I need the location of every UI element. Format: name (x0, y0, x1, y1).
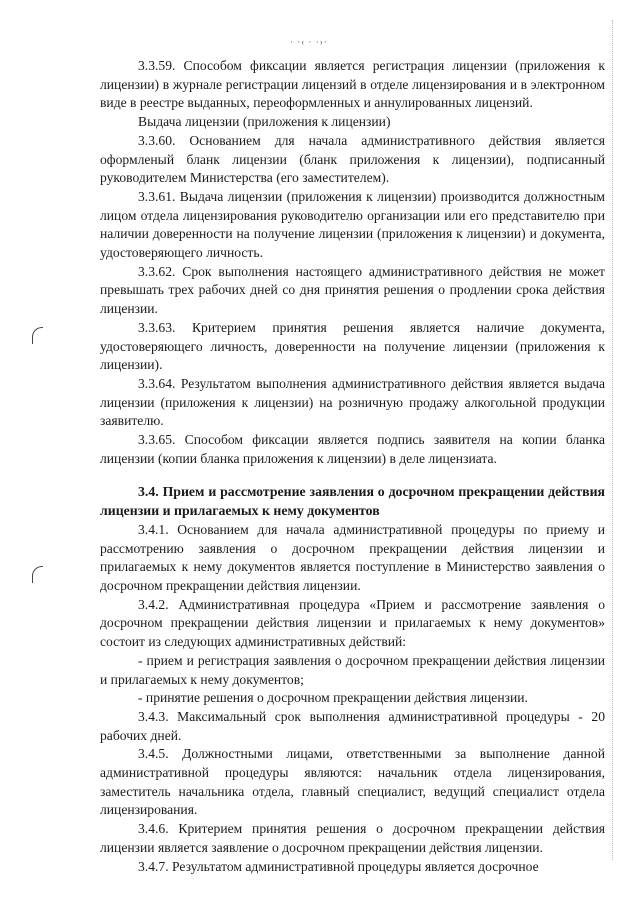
paragraph-3-4-6: 3.4.6. Критерием принятия решения о досрочном прекращении действия лицензии является заявление о досрочном прекращении действия лицензии. (100, 821, 605, 855)
paragraph-3-4-3: 3.4.3. Максимальный срок выполнения административной процедуры - 20 рабочих дней. (100, 708, 605, 743)
punch-hole-mark (32, 327, 43, 344)
subheading-license-issuance: Выдача лицензии (приложения к лицензии) (138, 114, 391, 130)
paragraph-3-4-1: 3.4.1. Основанием для начала административной процедуры по приему и рассмотрению заявления о досрочном прекращении действия лицензии и прилагаемых к нему документов является поступление в Министерство заявления о досрочном прекращении действия лицензии. (100, 521, 605, 593)
paragraph-3-3-63: 3.3.63. Критерием принятия решения является наличие документа, удостоверяющего личность, доверенности на получение лицензии (приложения к лицензии). (100, 319, 605, 373)
list-item-reception: - прием и регистрация заявления о досрочном прекращении действия лицензии и прилагаемых к нему документов; (100, 652, 605, 687)
document-body (100, 57, 605, 876)
paragraph-3-4-7: 3.4.7. Результатом административной процедуры является досрочное (138, 858, 539, 874)
paragraph-3-3-62: 3.3.62. Срок выполнения настоящего административного действия не может превышать трех рабочих дней со дня принятия решения о продлении срока действия лицензии. (100, 263, 605, 317)
paragraph-3-3-65: 3.3.65. Способом фиксации является подпись заявителя на копии бланка лицензии (копии бланка приложения к лицензии) в деле лицензиата. (100, 432, 605, 466)
scan-edge-line (612, 20, 613, 860)
paragraph-3-4-2: 3.4.2. Административная процедура «Прием и рассмотрение заявления о досрочном прекращении действия лицензии и прилагаемых к нему документов» состоит из следующих административных действий: (100, 596, 605, 650)
paragraph-3-3-60: 3.3.60. Основанием для начала административного действия является оформленый бланк лицензии (бланк приложения к лицензии), подписанный руководителем Министерства (его заместителем). (100, 132, 605, 186)
paragraph-3-3-59: 3.3.59. Способом фиксации является регистрация лицензии (приложения к лицензии) в журнале регистрации лицензий в отделе лицензирования и в электронном виде в реестре выданных, переоформленных и аннулированных лицензий. (100, 58, 605, 111)
punch-hole-mark (32, 566, 43, 583)
paragraph-3-3-61: 3.3.61. Выдача лицензии (приложения к лицензии) производится должностным лицом отдела лицензирования руководителю организации или его представителю при наличии доверенности на получение лицензии (приложения к лицензии) и документа, удостоверяющего личность. (100, 188, 605, 261)
list-item-decision: - принятие решения о досрочном прекращении действия лицензии. (138, 690, 528, 706)
scan-header-mark: · ·‹ · ·›· (290, 37, 328, 47)
paragraph-3-3-64: 3.3.64. Результатом выполнения административного действия является выдача лицензии (приложения к лицензии) на розничную продажу алкогольной продукции заявителю. (100, 375, 605, 429)
section-heading-3-4: 3.4. Прием и рассмотрение заявления о досрочном прекращении действия лицензии и прилагаемых к нему документов (100, 484, 605, 519)
paragraph-3-4-5: 3.4.5. Должностными лицами, ответственными за выполнение данной административной процедуры являются: начальник отдела лицензирования, заместитель начальника отдела, главный специалист, ведущий специалист отдела лицензирования. (100, 746, 605, 818)
